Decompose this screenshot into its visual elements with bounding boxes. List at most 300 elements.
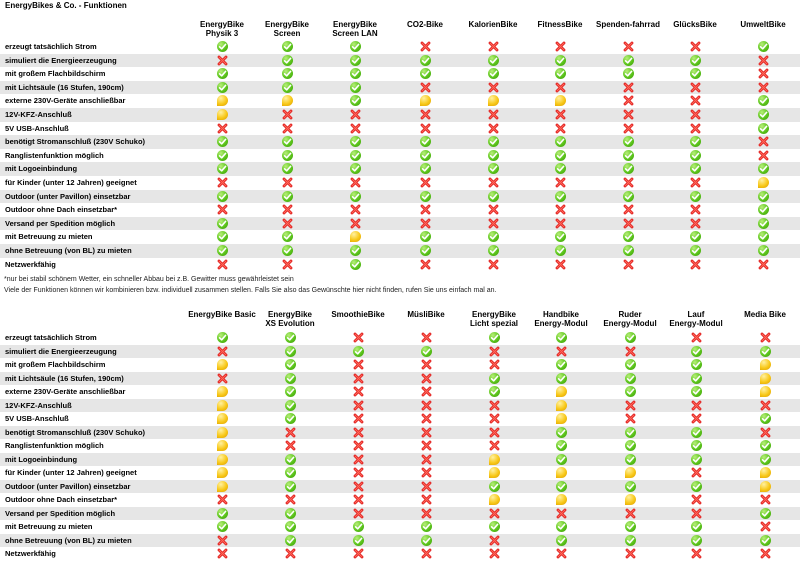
cross-icon xyxy=(285,427,296,438)
table-row xyxy=(0,412,800,426)
check-icon xyxy=(217,41,228,52)
t2-column-header-line: Licht spezial xyxy=(469,319,518,328)
cross-icon xyxy=(421,359,432,370)
check-icon xyxy=(285,454,296,465)
cross-icon xyxy=(555,259,566,270)
check-icon xyxy=(350,68,361,79)
check-icon xyxy=(353,535,364,546)
table-row xyxy=(0,399,800,413)
cross-icon xyxy=(217,548,228,559)
check-icon xyxy=(217,231,228,242)
check-icon xyxy=(691,440,702,451)
table-row xyxy=(0,203,800,217)
cross-icon xyxy=(489,413,500,424)
cross-icon xyxy=(489,508,500,519)
cross-icon xyxy=(353,373,364,384)
check-icon xyxy=(285,400,296,411)
cross-icon xyxy=(625,548,636,559)
table-row xyxy=(0,94,800,108)
feature-label: mit Logoeinbindung xyxy=(5,164,78,174)
table-row xyxy=(0,244,800,258)
check-icon xyxy=(350,136,361,147)
feature-label: mit Betreuung zu mieten xyxy=(5,522,93,531)
cross-icon xyxy=(285,440,296,451)
check-icon xyxy=(556,427,567,438)
feature-label: simuliert die Energieerzeugung xyxy=(5,55,117,65)
table-row xyxy=(0,453,800,467)
t1-column-header-line: FitnessBike xyxy=(537,20,583,29)
partial-icon xyxy=(556,413,567,424)
check-icon xyxy=(690,245,701,256)
cross-icon xyxy=(489,440,500,451)
cross-icon xyxy=(285,494,296,505)
cross-icon xyxy=(353,427,364,438)
cross-icon xyxy=(488,109,499,120)
check-icon xyxy=(282,191,293,202)
partial-icon xyxy=(760,386,771,397)
check-icon xyxy=(350,259,361,270)
cross-icon xyxy=(353,413,364,424)
cross-icon xyxy=(625,413,636,424)
check-icon xyxy=(758,163,769,174)
check-icon xyxy=(625,373,636,384)
cross-icon xyxy=(489,535,500,546)
check-icon xyxy=(555,136,566,147)
check-icon xyxy=(556,359,567,370)
check-icon xyxy=(353,346,364,357)
check-icon xyxy=(758,218,769,229)
check-icon xyxy=(625,332,636,343)
check-icon xyxy=(489,373,500,384)
cross-icon xyxy=(420,259,431,270)
cross-icon xyxy=(691,494,702,505)
partial-icon xyxy=(489,467,500,478)
feature-label: Outdoor (unter Pavillon) einsetzbar xyxy=(5,481,131,491)
check-icon xyxy=(282,245,293,256)
check-icon xyxy=(556,454,567,465)
check-icon xyxy=(217,508,228,519)
check-icon xyxy=(285,386,296,397)
feature-label: simuliert die Energieerzeugung xyxy=(5,346,117,356)
feature-label: benötigt Stromanschluß (230V Schuko) xyxy=(5,137,146,147)
cross-icon xyxy=(691,413,702,424)
feature-label: Outdoor (unter Pavillon) einsetzbar xyxy=(5,191,131,201)
feature-label: für Kinder (unter 12 Jahren) geeignet xyxy=(5,178,137,187)
cross-icon xyxy=(555,109,566,120)
cross-icon xyxy=(217,535,228,546)
check-icon xyxy=(690,68,701,79)
cross-icon xyxy=(488,41,499,52)
cross-icon xyxy=(625,508,636,519)
check-icon xyxy=(350,163,361,174)
cross-icon xyxy=(758,259,769,270)
feature-label: mit Lichtsäule (16 Stufen, 190cm) xyxy=(5,373,124,383)
check-icon xyxy=(285,359,296,370)
check-icon xyxy=(217,521,228,532)
cross-icon xyxy=(350,204,361,215)
check-icon xyxy=(488,150,499,161)
check-icon xyxy=(489,332,500,343)
cross-icon xyxy=(350,123,361,134)
check-icon xyxy=(623,150,634,161)
check-icon xyxy=(217,245,228,256)
cross-icon xyxy=(217,494,228,505)
t2-column-header-line: Energy-Modul xyxy=(534,319,588,328)
feature-label: 12V-KFZ-Anschluß xyxy=(5,400,72,410)
feature-label: Ranglistenfunktion möglich xyxy=(5,150,104,160)
partial-icon xyxy=(217,427,228,438)
check-icon xyxy=(285,332,296,343)
cross-icon xyxy=(623,95,634,106)
partial-icon xyxy=(217,467,228,478)
cross-icon xyxy=(488,123,499,134)
cross-icon xyxy=(420,109,431,120)
table-row xyxy=(0,108,800,122)
partial-icon xyxy=(760,373,771,384)
check-icon xyxy=(350,95,361,106)
cross-icon xyxy=(690,123,701,134)
cross-icon xyxy=(217,346,228,357)
cross-icon xyxy=(353,454,364,465)
check-icon xyxy=(625,427,636,438)
check-icon xyxy=(758,231,769,242)
feature-label: 12V-KFZ-Anschluß xyxy=(5,110,72,119)
check-icon xyxy=(488,245,499,256)
check-icon xyxy=(350,245,361,256)
check-icon xyxy=(285,467,296,478)
check-icon xyxy=(217,82,228,93)
check-icon xyxy=(420,136,431,147)
check-icon xyxy=(285,346,296,357)
check-icon xyxy=(421,535,432,546)
cross-icon xyxy=(282,177,293,188)
cross-icon xyxy=(760,548,771,559)
check-icon xyxy=(489,386,500,397)
check-icon xyxy=(760,413,771,424)
check-icon xyxy=(350,55,361,66)
cross-icon xyxy=(623,177,634,188)
check-icon xyxy=(690,163,701,174)
cross-icon xyxy=(353,548,364,559)
check-icon xyxy=(691,481,702,492)
feature-label: 5V USB-Anschluß xyxy=(5,123,69,133)
check-icon xyxy=(420,191,431,202)
cross-icon xyxy=(350,177,361,188)
partial-icon xyxy=(217,481,228,492)
cross-icon xyxy=(421,440,432,451)
check-icon xyxy=(758,123,769,134)
table-row xyxy=(0,345,800,359)
check-icon xyxy=(760,535,771,546)
check-icon xyxy=(350,150,361,161)
check-icon xyxy=(282,136,293,147)
t1-column-header xyxy=(723,20,800,29)
t1-column-header-line: Screen LAN xyxy=(332,29,378,38)
check-icon xyxy=(690,55,701,66)
feature-label: mit großem Flachbildschirm xyxy=(5,69,106,79)
check-icon xyxy=(488,68,499,79)
t1-column-header-line: Physik 3 xyxy=(205,29,239,38)
cross-icon xyxy=(488,259,499,270)
cross-icon xyxy=(489,427,500,438)
t1-column-header-line: GlücksBike xyxy=(673,20,717,29)
cross-icon xyxy=(623,218,634,229)
feature-label: mit Logoeinbindung xyxy=(5,454,78,464)
check-icon xyxy=(282,41,293,52)
t1-column-header xyxy=(315,20,395,38)
table-row xyxy=(0,534,800,548)
check-icon xyxy=(625,454,636,465)
table-row xyxy=(0,439,800,453)
cross-icon xyxy=(690,218,701,229)
check-icon xyxy=(421,521,432,532)
table-row xyxy=(0,372,800,386)
check-icon xyxy=(282,150,293,161)
check-icon xyxy=(555,55,566,66)
partial-icon xyxy=(217,400,228,411)
table-row xyxy=(0,135,800,149)
table-row xyxy=(0,547,800,561)
check-icon xyxy=(690,136,701,147)
cross-icon xyxy=(690,177,701,188)
check-icon xyxy=(488,163,499,174)
cross-icon xyxy=(282,259,293,270)
check-icon xyxy=(488,55,499,66)
check-icon xyxy=(420,150,431,161)
t2-column-header xyxy=(656,310,736,328)
t2-column-header-line: EnergyBike xyxy=(471,310,517,319)
table-row xyxy=(0,122,800,136)
check-icon xyxy=(691,359,702,370)
check-icon xyxy=(285,481,296,492)
cross-icon xyxy=(282,204,293,215)
cross-icon xyxy=(217,123,228,134)
cross-icon xyxy=(353,332,364,343)
cross-icon xyxy=(623,123,634,134)
cross-icon xyxy=(285,548,296,559)
cross-icon xyxy=(489,359,500,370)
cross-icon xyxy=(758,136,769,147)
check-icon xyxy=(623,245,634,256)
table-row xyxy=(0,217,800,231)
table-row xyxy=(0,331,800,345)
check-icon xyxy=(217,150,228,161)
check-icon xyxy=(350,191,361,202)
partial-icon xyxy=(420,95,431,106)
table-row xyxy=(0,358,800,372)
check-icon xyxy=(282,231,293,242)
cross-icon xyxy=(353,400,364,411)
check-icon xyxy=(760,508,771,519)
cross-icon xyxy=(555,177,566,188)
check-icon xyxy=(758,191,769,202)
cross-icon xyxy=(282,218,293,229)
partial-icon xyxy=(217,440,228,451)
cross-icon xyxy=(421,494,432,505)
table-row xyxy=(0,258,800,272)
check-icon xyxy=(556,481,567,492)
partial-icon xyxy=(217,454,228,465)
check-icon xyxy=(623,68,634,79)
check-icon xyxy=(285,508,296,519)
cross-icon xyxy=(489,400,500,411)
cross-icon xyxy=(623,82,634,93)
t2-column-header-line: SmoothieBike xyxy=(331,310,385,319)
check-icon xyxy=(420,231,431,242)
check-icon xyxy=(555,150,566,161)
table-row xyxy=(0,480,800,494)
t1-column-header-line: KalorienBike xyxy=(468,20,518,29)
cross-icon xyxy=(623,109,634,120)
check-icon xyxy=(758,109,769,120)
check-icon xyxy=(691,346,702,357)
cross-icon xyxy=(488,204,499,215)
cross-icon xyxy=(421,400,432,411)
cross-icon xyxy=(555,41,566,52)
cross-icon xyxy=(760,400,771,411)
t2-column-header-line: EnergyBike xyxy=(267,310,313,319)
cross-icon xyxy=(690,204,701,215)
table-row xyxy=(0,67,800,81)
table-row xyxy=(0,426,800,440)
check-icon xyxy=(421,346,432,357)
cross-icon xyxy=(217,55,228,66)
cross-icon xyxy=(760,332,771,343)
cross-icon xyxy=(758,150,769,161)
check-icon xyxy=(285,373,296,384)
check-icon xyxy=(691,521,702,532)
t1-column-header-line: UmweltBike xyxy=(740,20,786,29)
check-icon xyxy=(353,521,364,532)
cross-icon xyxy=(353,440,364,451)
feature-label: Outdoor ohne Dach einsetzbar* xyxy=(5,495,118,504)
t2-column-header-line: Media Bike xyxy=(744,310,786,319)
t2-column-header-line: Lauf xyxy=(687,310,705,319)
t1-column-header-line: EnergyBike xyxy=(332,20,378,29)
feature-label: benötigt Stromanschluß (230V Schuko) xyxy=(5,427,146,437)
cross-icon xyxy=(760,494,771,505)
cross-icon xyxy=(421,508,432,519)
check-icon xyxy=(217,68,228,79)
cross-icon xyxy=(623,259,634,270)
table-row xyxy=(0,54,800,68)
partial-icon xyxy=(760,481,771,492)
cross-icon xyxy=(556,548,567,559)
check-icon xyxy=(623,163,634,174)
cross-icon xyxy=(421,332,432,343)
cross-icon xyxy=(421,413,432,424)
check-icon xyxy=(625,359,636,370)
check-icon xyxy=(556,535,567,546)
check-icon xyxy=(285,413,296,424)
partial-icon xyxy=(556,494,567,505)
cross-icon xyxy=(758,55,769,66)
check-icon xyxy=(623,136,634,147)
cross-icon xyxy=(758,68,769,79)
check-icon xyxy=(691,454,702,465)
page-title: EnergyBikes & Co. - Funktionen xyxy=(5,1,127,10)
check-icon xyxy=(556,373,567,384)
cross-icon xyxy=(353,386,364,397)
check-icon xyxy=(691,535,702,546)
check-icon xyxy=(625,481,636,492)
t1-column-header-line: EnergyBike xyxy=(264,20,310,29)
check-icon xyxy=(350,41,361,52)
check-icon xyxy=(489,481,500,492)
table-row xyxy=(0,162,800,176)
check-icon xyxy=(555,191,566,202)
check-icon xyxy=(623,231,634,242)
check-icon xyxy=(489,521,500,532)
feature-label: mit großem Flachbildschirm xyxy=(5,360,106,369)
partial-icon xyxy=(217,95,228,106)
check-icon xyxy=(217,191,228,202)
cross-icon xyxy=(420,218,431,229)
cross-icon xyxy=(282,123,293,134)
table-row xyxy=(0,230,800,244)
cross-icon xyxy=(488,82,499,93)
partial-icon xyxy=(282,95,293,106)
cross-icon xyxy=(555,82,566,93)
check-icon xyxy=(555,245,566,256)
table-row xyxy=(0,385,800,399)
check-icon xyxy=(625,386,636,397)
feature-label: Ranglistenfunktion möglich xyxy=(5,441,104,450)
cross-icon xyxy=(353,467,364,478)
partial-icon xyxy=(555,95,566,106)
cross-icon xyxy=(489,548,500,559)
cross-icon xyxy=(350,109,361,120)
cross-icon xyxy=(353,494,364,505)
cross-icon xyxy=(421,427,432,438)
cross-icon xyxy=(691,548,702,559)
info-note: Viele der Funktionen können wir kombinieren bzw. individuell zusammen stellen. Falls Sie also das Gewünschte hier nicht finden, rufen Sie uns einfach mal an. xyxy=(4,287,497,294)
check-icon xyxy=(285,535,296,546)
t2-column-header-line: Ruder xyxy=(618,310,642,319)
feature-label: Versand per Spedition möglich xyxy=(5,218,116,228)
check-icon xyxy=(760,454,771,465)
partial-icon xyxy=(760,359,771,370)
cross-icon xyxy=(758,82,769,93)
check-icon xyxy=(217,163,228,174)
check-icon xyxy=(488,231,499,242)
cross-icon xyxy=(623,41,634,52)
partial-icon xyxy=(489,494,500,505)
feature-label: Outdoor ohne Dach einsetzbar* xyxy=(5,205,118,215)
partial-icon xyxy=(217,359,228,370)
check-icon xyxy=(758,41,769,52)
cross-icon xyxy=(690,109,701,120)
feature-label: externe 230V-Geräte anschließbar xyxy=(5,96,126,106)
cross-icon xyxy=(690,95,701,106)
cross-icon xyxy=(555,123,566,134)
table-row xyxy=(0,466,800,480)
feature-label: Versand per Spedition möglich xyxy=(5,508,116,518)
check-icon xyxy=(420,68,431,79)
feature-label: ohne Betreuung (von BL) zu mieten xyxy=(5,246,132,255)
cross-icon xyxy=(691,332,702,343)
cross-icon xyxy=(420,123,431,134)
cross-icon xyxy=(350,218,361,229)
check-icon xyxy=(217,218,228,229)
cross-icon xyxy=(353,508,364,519)
cross-icon xyxy=(555,218,566,229)
cross-icon xyxy=(625,346,636,357)
feature-label: 5V USB-Anschluß xyxy=(5,414,69,423)
cross-icon xyxy=(217,259,228,270)
table-row xyxy=(0,40,800,54)
check-icon xyxy=(350,82,361,93)
